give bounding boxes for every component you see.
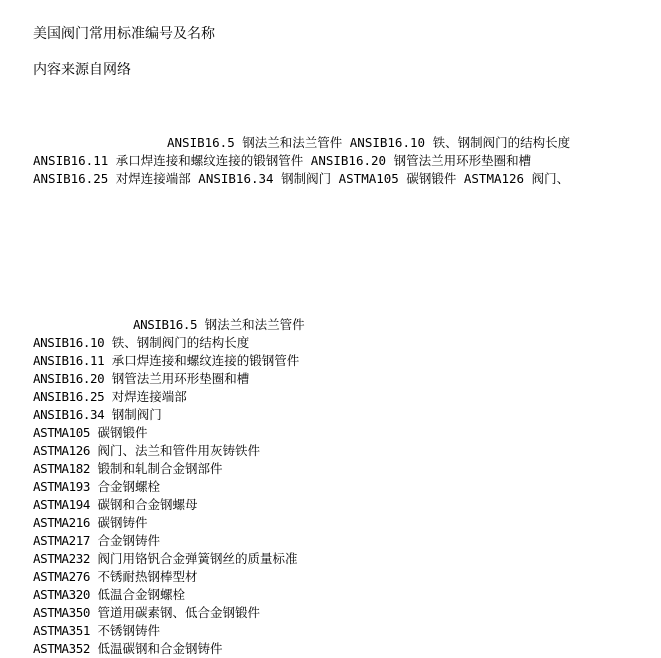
standards-list	[33, 316, 653, 658]
standard-code: ASTMA217	[33, 533, 91, 548]
standard-name: 阀门、法兰和管件用灰铸铁件	[97, 443, 261, 458]
list-item	[33, 496, 653, 514]
standard-code: ASTMA276	[33, 569, 91, 584]
standard-code: ANSIB16.20	[33, 371, 105, 386]
list-item	[33, 316, 653, 334]
standard-code: ASTMA193	[33, 479, 91, 494]
source-note: 内容来源自网络	[33, 62, 131, 78]
list-item	[33, 532, 653, 550]
standard-code: ASTMA351	[33, 623, 91, 638]
standard-code: ASTMA320	[33, 587, 91, 602]
standard-name: 合金钢铸件	[97, 533, 161, 548]
list-item	[33, 640, 653, 658]
paragraph-line: ANSIB16.11 承口焊连接和螺纹连接的锻钢管件 ANSIB16.20 钢管法兰用环形垫圈和槽	[33, 153, 532, 168]
standard-code: ANSIB16.10	[33, 335, 105, 350]
list-item	[33, 478, 653, 496]
standard-code: ASTMA126	[33, 443, 91, 458]
page-title: 美国阀门常用标准编号及名称	[33, 26, 215, 42]
standard-code: ANSIB16.11	[33, 353, 105, 368]
standard-name: 钢制阀门	[111, 407, 162, 422]
standard-name: 碳钢锻件	[97, 425, 148, 440]
list-item	[33, 550, 653, 568]
standard-name: 承口焊连接和螺纹连接的锻钢管件	[111, 353, 300, 368]
standard-code: ASTMA182	[33, 461, 91, 476]
list-item	[33, 622, 653, 640]
list-item	[33, 406, 653, 424]
standard-name: 阀门用铬钒合金弹簧钢丝的质量标准	[97, 551, 298, 566]
standard-code: ASTMA105	[33, 425, 91, 440]
standard-name: 管道用碳素钢、低合金钢锻件	[97, 605, 261, 620]
standard-name: 对焊连接端部	[111, 389, 187, 404]
list-item	[33, 568, 653, 586]
list-item	[33, 424, 653, 442]
standard-name: 铁、钢制阀门的结构长度	[111, 335, 250, 350]
list-item	[33, 586, 653, 604]
standard-code: ASTMA194	[33, 497, 91, 512]
standard-name: 合金钢螺栓	[97, 479, 161, 494]
standard-name: 不锈钢铸件	[97, 623, 161, 638]
standard-name: 钢法兰和法兰管件	[204, 317, 305, 332]
standard-name: 低温合金钢螺栓	[97, 587, 186, 602]
list-item	[33, 388, 653, 406]
standard-code: ASTMA216	[33, 515, 91, 530]
standard-code: ANSIB16.25	[33, 389, 105, 404]
standard-code: ASTMA352	[33, 641, 91, 656]
list-item	[33, 442, 653, 460]
run-on-paragraph	[33, 134, 653, 188]
paragraph-line: ANSIB16.25 对焊连接端部 ANSIB16.34 钢制阀门 ASTMA105 碳钢锻件 ASTMA126 阀门、	[33, 171, 570, 186]
list-item	[33, 604, 653, 622]
list-item	[33, 370, 653, 388]
standard-name: 不锈耐热钢棒型材	[97, 569, 198, 584]
list-item	[33, 334, 653, 352]
standard-name: 碳钢铸件	[97, 515, 148, 530]
standard-name: 碳钢和合金钢螺母	[97, 497, 198, 512]
standard-name: 锻制和轧制合金钢部件	[97, 461, 223, 476]
standard-code: ANSIB16.34	[33, 407, 105, 422]
standard-name: 钢管法兰用环形垫圈和槽	[111, 371, 250, 386]
standard-code: ASTMA232	[33, 551, 91, 566]
standard-code: ANSIB16.5	[133, 317, 198, 332]
paragraph-line: ANSIB16.5 钢法兰和法兰管件 ANSIB16.10 铁、钢制阀门的结构长度	[167, 135, 571, 150]
standard-code: ASTMA350	[33, 605, 91, 620]
list-item	[33, 514, 653, 532]
list-item	[33, 352, 653, 370]
standard-name: 低温碳钢和合金钢铸件	[97, 641, 223, 656]
list-item	[33, 460, 653, 478]
